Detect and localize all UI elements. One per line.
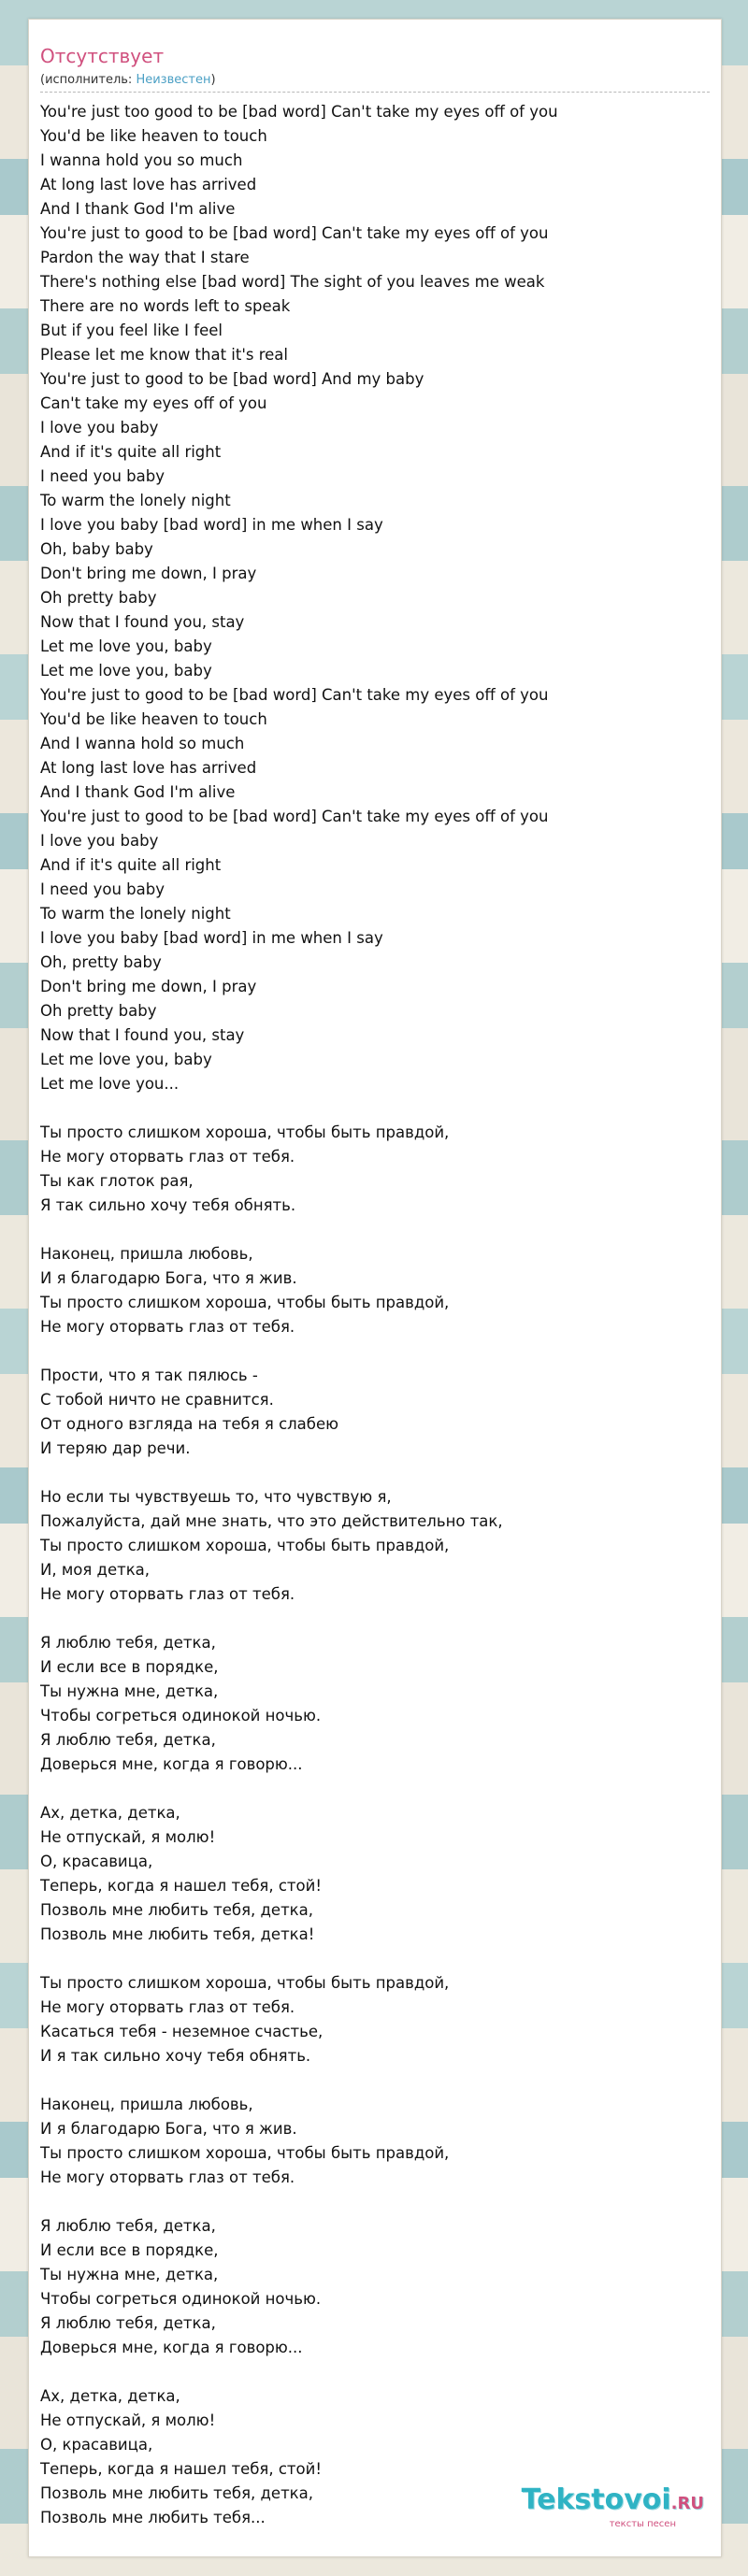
artist-link[interactable]: Неизвестен [136, 73, 211, 87]
artist-prefix: (исполнитель: [40, 73, 137, 87]
lyrics-card [28, 19, 722, 2557]
logo-wordmark [522, 2485, 704, 2519]
artist-line [40, 72, 710, 93]
lyrics-text: You're just too good to be [bad word] Can't take my eyes off of you You'd be like heaven to touch I wanna hold you so much At long last love has arrived And I thank God I'm alive You're just to good to be [bad word] Can't take my eyes off of you Pardon the way that I stare There's nothing else [bad word] The sight of you leaves me weak There are no words left to speak But if you feel like I feel Please let me know that it's real You're just to good to be [bad word] And my baby Can't take my eyes off of you I love you baby And if it's quite all right I need you baby To warm the lonely night I love you baby [bad word] in me when I say Oh, baby baby Don't bring me down, I pray Oh pretty baby Now that I found you, stay Let me love you, baby Let me love you, baby You're just to good to be [bad word] Can't take my eyes off of you You'd be like heaven to touch And I wanna hold so much At long last love has arrived And I thank God I'm alive You're just to good to be [bad word] Can't take my eyes off of you I love you baby And if it's quite all right I need you baby To warm the lonely night I love you baby [bad word] in me when I say Oh, pretty baby Don't bring me down, I pray Oh pretty baby Now that I found you, stay Let me love you, baby Let me love you... Ты просто слишком хороша, чтобы быть правдой, Не могу оторвать глаз от тебя. Ты как глоток рая, Я так сильно хочу тебя обнять. Наконец, пришла любовь, И я благодарю Бога, что я жив. Ты просто слишком хороша, чтобы быть правдой, Не могу оторвать глаз от тебя. Прости, что я так пялюсь - С тобой ничто не сравнится. От одного взгляда на тебя я слабею И теряю дар речи. Но если ты чувствуешь то, что чувствую я, Пожалуйста, дай мне знать, что это действительно так, Ты просто слишком хороша, чтобы быть правдой, И, моя детка, Не могу оторвать глаз от тебя. Я люблю тебя, детка, И если все в порядке, Ты нужна мне, детка, Чтобы согреться одинокой ночью. Я люблю тебя, детка, Доверься мне, когда я говорю... Ах, детка, детка, Не отпускай, я молю! О, красавица, Теперь, когда я нашел тебя, стой! Позволь мне любить тебя, детка, Позволь мне любить тебя, детка! Ты просто слишком хороша, чтобы быть правдой, Не могу оторвать глаз от тебя. Касаться тебя - неземное счастье, И я так сильно хочу тебя обнять. Наконец, пришла любовь, И я благодарю Бога, что я жив. Ты просто слишком хороша, чтобы быть правдой, Не могу оторвать глаз от тебя. Я люблю тебя, детка, И если все в порядке, Ты нужна мне, детка, Чтобы согреться одинокой ночью. Я люблю тебя, детка, Доверься мне, когда я говорю... Ах, детка, детка, Не отпускай, я молю! О, красавица, Теперь, когда я нашел тебя, стой! Позволь мне любить тебя, детка, Позволь мне любить тебя... [40, 103, 558, 2526]
artist-suffix: ) [210, 73, 216, 87]
logo-tld: .RU [670, 2494, 704, 2513]
logo-name: Tekstovoi [521, 2483, 671, 2516]
song-title: Отсутствует [40, 45, 165, 67]
logo-tagline: тексты песен [609, 2519, 676, 2529]
site-logo[interactable] [522, 2485, 704, 2530]
